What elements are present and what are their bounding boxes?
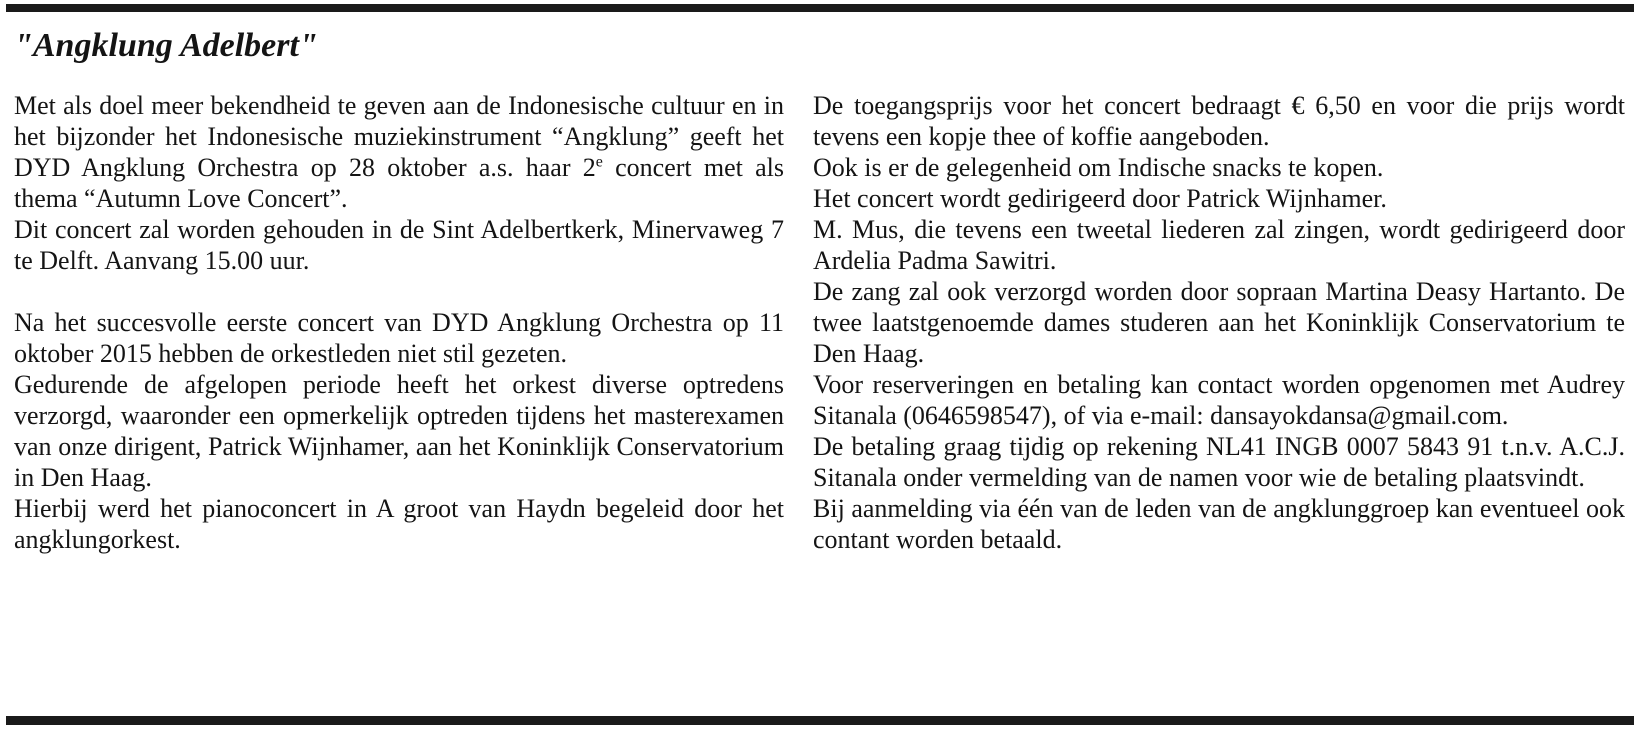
left-paragraph-1-text-a: Met als doel meer bekendheid te geven aan de Indonesische cultuur en in het bijzonder het Indonesische muziekinstrument “Angklung” geeft het DYD Angklung Orchestra op 28 oktober a.s. haar 2 [14,91,784,182]
bottom-rule [6,716,1634,725]
right-paragraph-8: Bij aanmelding via één van de leden van de angklunggroep kan eventueel ook contant worden betaald. [813,494,1625,554]
left-column [14,90,784,555]
paragraph-gap [14,276,784,307]
right-paragraph-5: De zang zal ook verzorgd worden door sopraan Martina Deasy Hartanto. De twee laatstgenoemde dames studeren aan het Koninklijk Conservatorium te Den Haag. [813,277,1625,368]
right-paragraph-3: Het concert wordt gedirigeerd door Patrick Wijnhamer. [813,184,1387,213]
right-paragraph-6: Voor reserveringen en betaling kan contact worden opgenomen met Audrey Sitanala (0646598547), of via e-mail: dansayokdansa@gmail.com. [813,370,1625,430]
right-paragraph-7: De betaling graag tijdig op rekening NL41 INGB 0007 5843 91 t.n.v. A.C.J. Sitanala onder vermelding van de namen voor wie de betaling plaatsvindt. [813,432,1625,492]
article-title: "Angklung Adelbert" [14,27,318,64]
right-paragraph-2: Ook is er de gelegenheid om Indische snacks te kopen. [813,153,1384,182]
left-paragraph-5: Hierbij werd het pianoconcert in A groot van Haydn begeleid door het angklungorkest. [14,494,784,554]
right-column [813,90,1625,555]
left-paragraph-4: Gedurende de afgelopen periode heeft het orkest diverse optredens verzorgd, waaronder een opmerkelijk optreden tijdens het masterexamen van onze dirigent, Patrick Wijnhamer, aan het Koninklijk Conservatorium in Den Haag. [14,370,784,492]
right-paragraph-4: M. Mus, die tevens een tweetal liederen zal zingen, wordt gedirigeerd door Ardelia Padma Sawitri. [813,215,1625,275]
right-paragraph-1: De toegangsprijs voor het concert bedraagt € 6,50 en voor die prijs wordt tevens een kopje thee of koffie aangeboden. [813,91,1625,151]
left-paragraph-1-text-b: concert met als thema “Autumn Love Concert”. [14,153,784,213]
left-paragraph-1 [14,90,784,214]
left-paragraph-2: Dit concert zal worden gehouden in de Sint Adelbertkerk, Minervaweg 7 te Delft. Aanvang 15.00 uur. [14,215,784,275]
left-paragraph-3: Na het succesvolle eerste concert van DYD Angklung Orchestra op 11 oktober 2015 hebben de orkestleden niet stil gezeten. [14,308,784,368]
top-rule [6,4,1634,12]
ordinal-superscript: e [595,153,603,171]
